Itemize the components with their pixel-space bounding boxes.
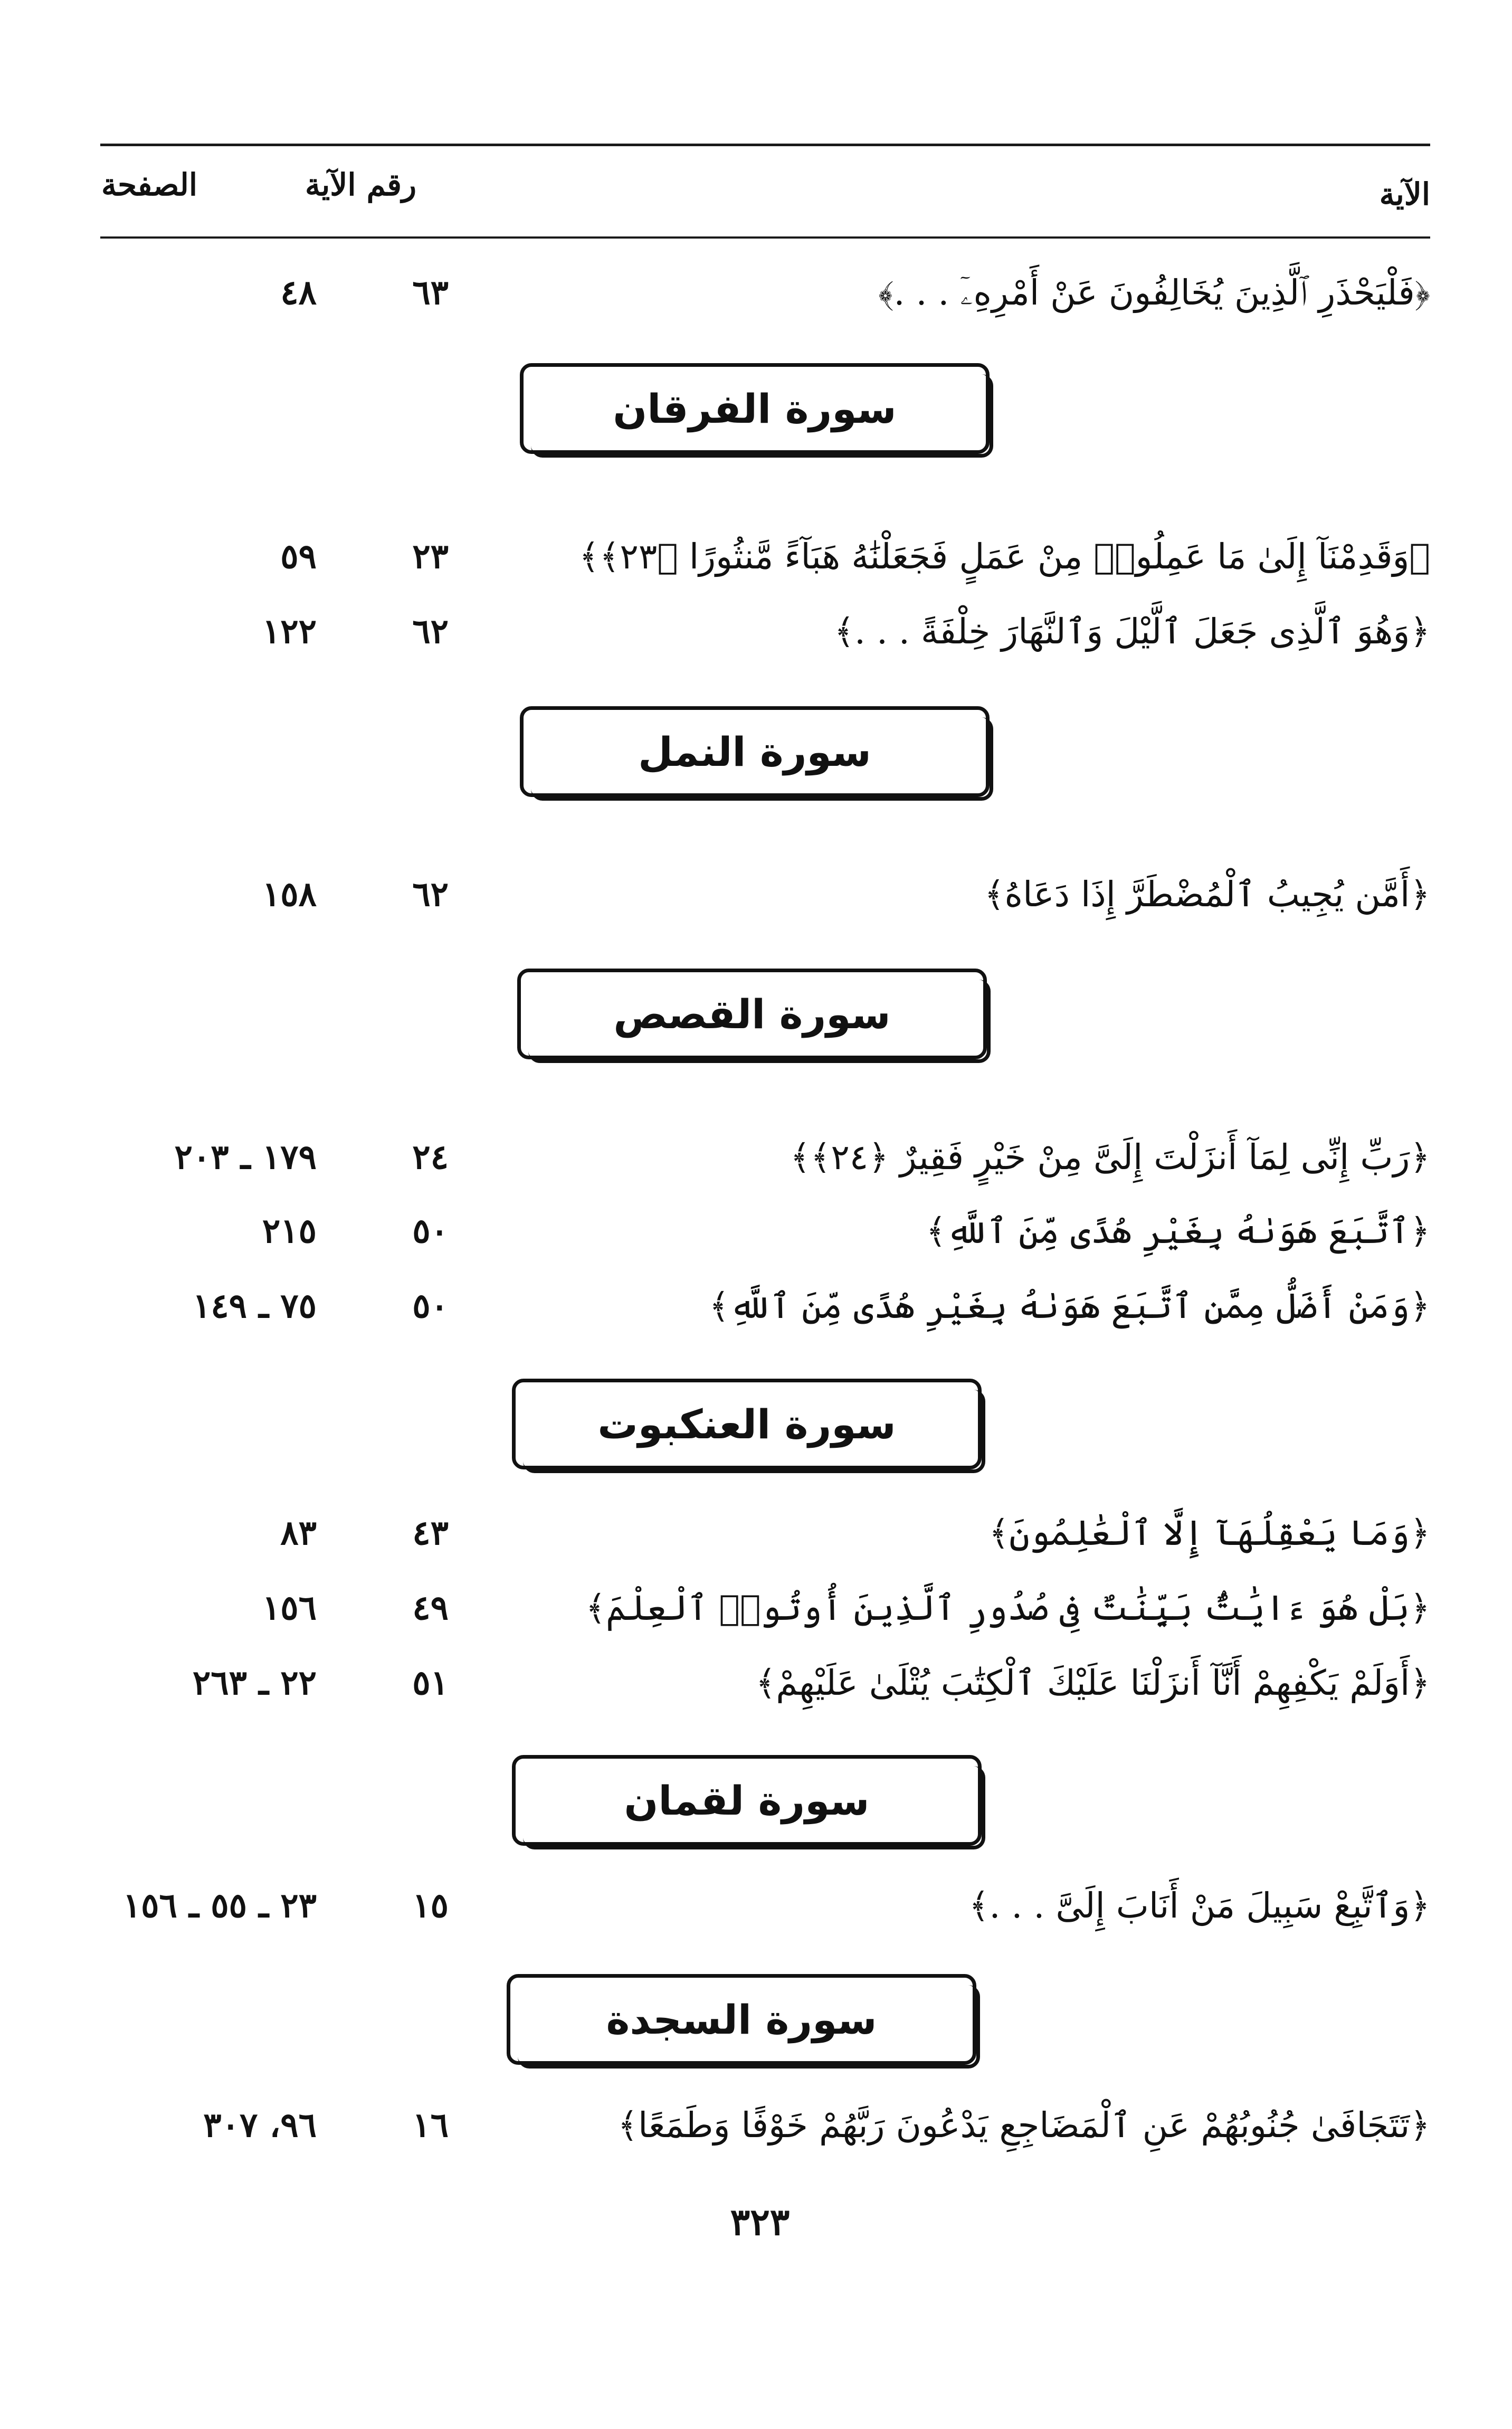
ayah-number: ٤٣ <box>412 1513 449 1553</box>
surah-title-box: سورة الفرقان <box>520 363 990 454</box>
surah-title-box: سورة النمل <box>520 706 990 797</box>
page-references: ٧٥ ـ ١٤٩ <box>192 1286 317 1326</box>
ayah-number: ٦٢ <box>412 875 449 914</box>
verse-text: ﴿ٱتَّبَعَ هَوَىٰهُ بِغَيْرِ هُدًى مِّنَ ٱللَّهِ﴾ <box>926 1211 1430 1251</box>
ayah-number: ١٦ <box>412 2105 449 2145</box>
verse-text: ﴿وَمَنْ أَضَلُّ مِمَّنِ ٱتَّبَعَ هَوَىٰهُ بِغَيْرِ هُدًى مِّنَ ٱللَّهِ﴾ <box>709 1286 1430 1326</box>
page-references: ٢٣ ـ ٥٥ ـ ١٥٦ <box>122 1886 317 1925</box>
surah-title-box: سورة العنكبوت <box>512 1379 982 1469</box>
header-bottom-rule <box>100 236 1430 239</box>
ayah-number: ٥٠ <box>412 1211 449 1251</box>
page-references: ١٥٨ <box>262 875 317 914</box>
table-row <box>0 860 1512 929</box>
table-row <box>0 1574 1512 1643</box>
ayah-number: ٦٢ <box>412 612 449 651</box>
page-references: ١٥٦ <box>262 1588 317 1628</box>
page-references: ١٢٢ <box>262 612 317 651</box>
surah-title-box: سورة لقمان <box>512 1755 982 1846</box>
header-ayah-number-label: رقم الآية <box>305 167 416 203</box>
verse-text: ﴿بَلْ هُوَ ءَايَٰتٌۢ بَيِّنَٰتٌ فِى صُدُورِ ٱلَّذِينَ أُوتُوا۟ ٱلْعِلْمَ﴾ <box>585 1588 1430 1628</box>
page-references: ٩٦، ٣٠٧ <box>203 2105 317 2145</box>
page-references: ٨٣ <box>280 1513 317 1553</box>
verse-text: ﴿أَمَّن يُجِيبُ ٱلْمُضْطَرَّ إِذَا دَعَاهُ﴾ <box>984 874 1430 915</box>
table-row <box>0 1872 1512 1940</box>
table-row <box>0 2091 1512 2160</box>
table-row <box>0 1499 1512 1568</box>
ayah-number: ٥١ <box>412 1663 449 1703</box>
ayah-number: ٢٣ <box>412 537 449 576</box>
verse-text: ﴿فَلْيَحْذَرِ ٱلَّذِينَ يُخَالِفُونَ عَنْ أَمْرِهِۦٓ . . .﴾ <box>878 272 1430 313</box>
page-references: ٢٢ ـ ٢٦٣ <box>192 1663 317 1703</box>
page-references: ٤٨ <box>280 273 317 312</box>
table-row <box>0 1123 1512 1192</box>
header-page-label: الصفحة <box>101 167 197 203</box>
table-row <box>0 1649 1512 1718</box>
ayah-number: ٦٣ <box>412 273 449 312</box>
verse-text: ﴿أَوَلَمْ يَكْفِهِمْ أَنَّآ أَنزَلْنَا عَلَيْكَ ٱلْكِتَٰبَ يُتْلَىٰ عَلَيْهِمْ﴾ <box>755 1663 1430 1703</box>
surah-title-box: سورة القصص <box>517 969 987 1059</box>
verse-text: ﴿رَبِّ إِنِّى لِمَآ أَنزَلْتَ إِلَىَّ مِنْ خَيْرٍ فَقِيرٌ ﴿٢٤﴾﴾ <box>790 1137 1430 1178</box>
verse-text: ﴿وَمَا يَعْقِلُهَآ إِلَّا ٱلْعَٰلِمُونَ﴾ <box>988 1513 1430 1553</box>
ayah-number: ٤٩ <box>412 1588 449 1628</box>
table-row <box>0 1272 1512 1341</box>
surah-title-box: سورة السجدة <box>507 1974 976 2065</box>
page-references: ١٧٩ ـ ٢٠٣ <box>174 1137 317 1177</box>
header-verse-label: الآية <box>1379 176 1430 212</box>
header-top-rule <box>100 144 1430 146</box>
page-references: ٢١٥ <box>262 1211 317 1251</box>
verse-text: ﴿تَتَجَافَىٰ جُنُوبُهُمْ عَنِ ٱلْمَضَاجِعِ يَدْعُونَ رَبَّهُمْ خَوْفًا وَطَمَعًا﴾ <box>617 2105 1430 2146</box>
ayah-number: ١٥ <box>412 1886 449 1925</box>
table-row <box>0 597 1512 666</box>
table-row <box>0 259 1512 327</box>
page-number: ٣٢٣ <box>730 2200 790 2244</box>
table-row <box>0 1197 1512 1266</box>
page-references: ٥٩ <box>280 537 317 576</box>
verse-text: ﴿وَهُوَ ٱلَّذِى جَعَلَ ٱلَّيْلَ وَٱلنَّهَارَ خِلْفَةً . . .﴾ <box>834 611 1430 652</box>
verse-text: ﴿وَٱتَّبِعْ سَبِيلَ مَنْ أَنَابَ إِلَىَّ . . .﴾ <box>968 1885 1430 1926</box>
verse-text: ﴿وَقَدِمْنَآ إِلَىٰ مَا عَمِلُوا۟ مِنْ عَمَلٍ فَجَعَلْنَٰهُ هَبَآءً مَّنثُورًا ﴿٢٣﴾﴾ <box>579 536 1430 577</box>
table-row <box>0 523 1512 591</box>
ayah-number: ٢٤ <box>412 1137 449 1177</box>
ayah-number: ٥٠ <box>412 1286 449 1326</box>
